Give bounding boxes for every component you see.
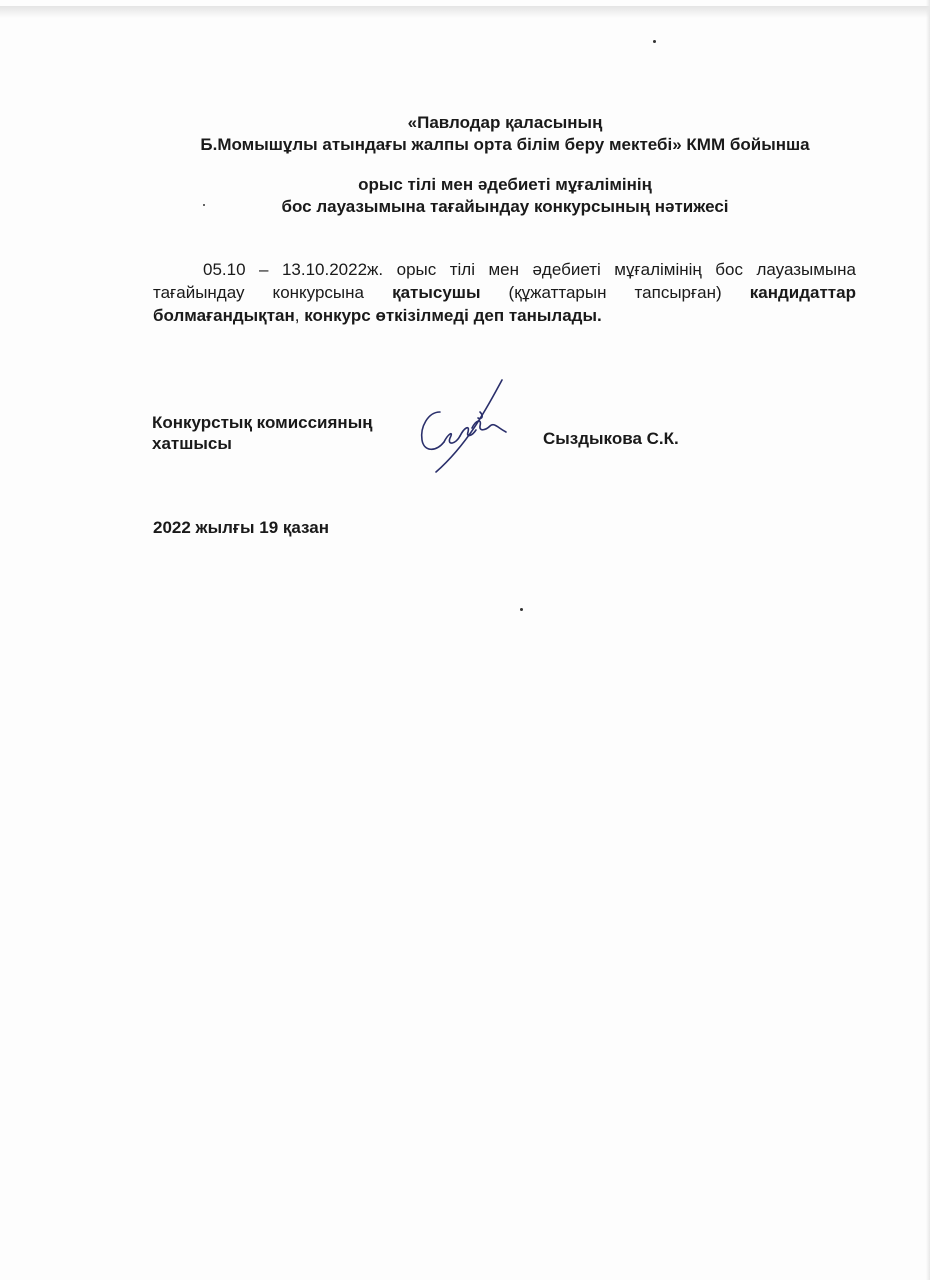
paragraph-bold-conclusion: конкурс өткізілмеді деп танылады. xyxy=(304,306,602,325)
title-line-2: Б.Момышұлы атындағы жалпы орта білім беру мектебі» КММ бойынша xyxy=(200,135,810,154)
signatory-title xyxy=(152,412,373,454)
document-title-subject xyxy=(120,174,890,218)
handwritten-signature xyxy=(410,372,520,482)
signatory-name: Сыздыкова С.К. xyxy=(543,429,679,448)
document-date: 2022 жылғы 19 қазан xyxy=(153,518,329,537)
paragraph-text: (құжаттарын тапсырған) xyxy=(480,283,750,302)
result-paragraph xyxy=(153,258,856,327)
scan-speck xyxy=(653,40,656,43)
scan-speck xyxy=(520,608,523,611)
scan-shadow-right xyxy=(926,0,930,1280)
paragraph-bold-candidates: кандидаттар болмағандықтан xyxy=(153,283,856,325)
title-line-4: бос лауазымына тағайындау конкурсының нәтижесі xyxy=(281,197,729,216)
signatory-title-line-1: Конкурстық комиссияның xyxy=(152,413,373,432)
title-line-3: орыс тілі мен әдебиеті мұғалімінің xyxy=(358,175,652,194)
signatory-title-line-2: хатшысы xyxy=(152,434,232,453)
document-title-institution xyxy=(120,112,890,156)
paragraph-bold-participant: қатысушы xyxy=(392,283,481,302)
paragraph-text: , xyxy=(294,306,305,325)
title-line-1: «Павлодар қаласының xyxy=(407,113,603,132)
paragraph-text: 05.10 – 13.10.2022ж. орыс тілі мен әдебиеті мұғалімінің бос лауазымына тағайындау конкурсына xyxy=(153,260,856,302)
scan-shadow-top xyxy=(0,6,930,18)
